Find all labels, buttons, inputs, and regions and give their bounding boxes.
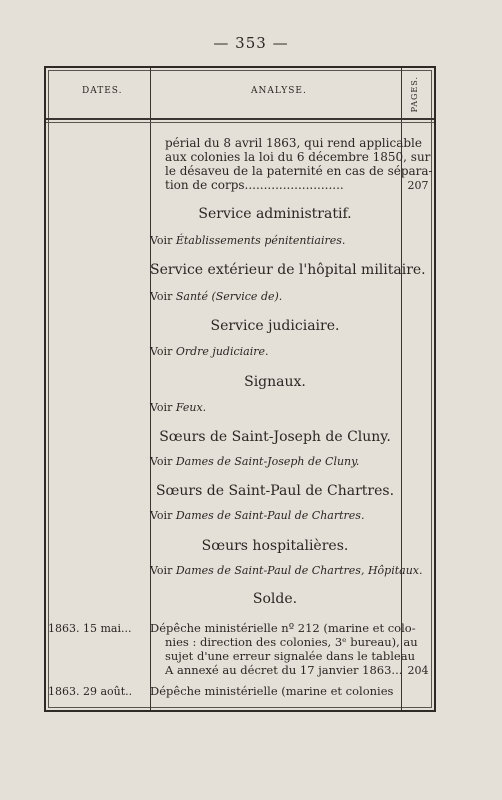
voir-target: Dames de Saint-Paul de Chartres. — [175, 509, 365, 522]
carry-over-line: tion de corps.......................... — [165, 178, 344, 192]
voir-label: Voir — [150, 234, 173, 247]
section-heading: Solde. — [252, 591, 298, 607]
section-heading: Sœurs de Saint-Paul de Chartres. — [155, 483, 395, 499]
cross-reference — [150, 290, 282, 303]
cross-reference — [150, 564, 422, 577]
cross-reference — [150, 345, 269, 358]
column-header-analyse: ANALYSE. — [251, 86, 307, 96]
section-heading: Service judiciaire. — [210, 318, 340, 334]
voir-label: Voir — [150, 345, 173, 358]
section-heading: Sœurs hospitalières. — [201, 538, 349, 554]
entry-line: A annexé au décret du 17 janvier 1863... — [165, 663, 403, 677]
entry-line: Dépêche ministérielle nº 212 (marine et colo- — [150, 621, 416, 635]
voir-label: Voir — [150, 455, 173, 468]
entry-page: 204 — [407, 664, 429, 677]
column-header-pages: PAGES. — [410, 76, 419, 113]
entry-date: 1863. 29 août.. — [48, 685, 133, 698]
voir-target: Dames de Saint-Joseph de Cluny. — [175, 455, 360, 468]
section-heading: Sœurs de Saint-Joseph de Cluny. — [159, 429, 391, 445]
cross-reference — [150, 455, 359, 468]
voir-label: Voir — [150, 564, 173, 577]
voir-label: Voir — [150, 401, 173, 414]
entry-line: Dépêche ministérielle (marine et colonies — [150, 684, 394, 698]
voir-label: Voir — [150, 509, 173, 522]
entry-line: sujet d'une erreur signalée dans le tableau — [165, 649, 415, 663]
cross-reference — [150, 234, 345, 247]
voir-label: Voir — [150, 290, 173, 303]
voir-target: Santé (Service de). — [175, 290, 283, 303]
cross-reference — [150, 401, 206, 414]
voir-target: Ordre judiciaire. — [175, 345, 269, 358]
voir-target: Dames de Saint-Paul de Chartres, Hôpitaux. — [175, 564, 423, 577]
carry-over-line: le désaveu de la paternité en cas de sépara- — [165, 164, 433, 178]
cross-reference — [150, 509, 364, 522]
section-heading: Signaux. — [244, 374, 306, 390]
carry-over-page: 207 — [407, 179, 429, 192]
voir-target: Feux. — [175, 401, 207, 414]
column-header-dates: DATES. — [82, 86, 123, 96]
carry-over-line: périal du 8 avril 1863, qui rend applicable — [165, 136, 422, 150]
section-heading: Service administratif. — [198, 206, 352, 222]
section-heading: Service extérieur de l'hôpital militaire. — [150, 262, 426, 278]
entry-line: nies : direction des colonies, 3ᵉ bureau), au — [165, 635, 418, 649]
voir-target: Établissements pénitentiaires. — [175, 234, 346, 247]
page-number: — 353 — — [213, 34, 289, 52]
entry-date: 1863. 15 mai... — [48, 622, 132, 635]
carry-over-line: aux colonies la loi du 6 décembre 1850, sur — [165, 150, 431, 164]
